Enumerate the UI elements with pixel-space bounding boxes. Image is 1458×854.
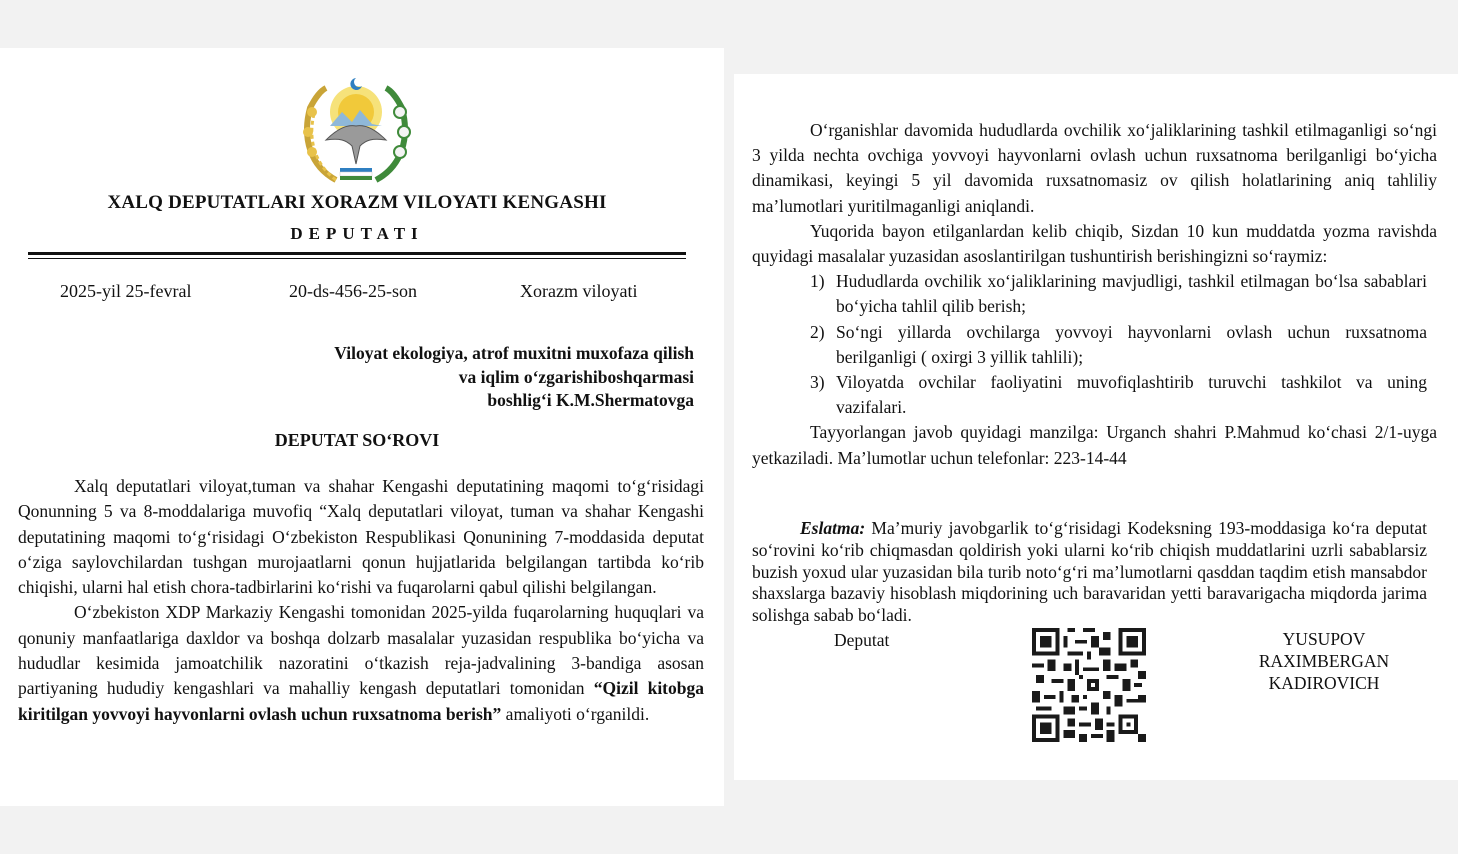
note-text: Maʼmuriy javobgarlik toʻgʻrisidagi Kodeksning 193-moddasiga koʻra deputat soʻrovini koʻrib chiqmasdan qoldirish yoki ularni koʻrib chiqish muddatlarini uzrli sabablarsiz buzish yoxud ular yuzasidan bila turib notoʻgʻri maʼlumotlarni qasddan taqdim etish mansabdor shaxslarga bazaviy hisoblash miqdorining uch baravaridan yetti baravarigacha miqdorda jarima solishga sabab boʻladi. — [752, 518, 1428, 626]
list-item-number: 2) — [810, 321, 825, 342]
document-number: 20-ds-456-25-son — [289, 281, 417, 301]
state-emblem-icon — [296, 68, 416, 188]
paragraph — [18, 600, 704, 726]
paragraph: Oʻrganishlar davomida hududlarda ovchilik xoʻjaliklarining tashkil etilmaganligi soʻngi 3 yilda nechta ovchiga yovvoyi hayvonlarni ovlash uchun ruxsatnoma berilganligi boʻyicha dinamikasi, keyingi 5 yil davomida ruxsatnomasiz ov qilish holatlarining aniq tahliliy maʼlumotlari yuritilmaganligi aniqlandi. — [752, 120, 1437, 216]
signer-name-line: KADIROVICH — [1268, 673, 1380, 693]
header-rule-thin — [28, 258, 686, 259]
document-body-page-1 — [18, 474, 704, 727]
signer-name — [1234, 628, 1414, 694]
document-page-2 — [734, 74, 1458, 780]
list-item-text: Hududlarda ovchilik xoʻjaliklarining mavjudligi, tashkil etilmagan boʻlsa sabablari boʻyicha tahlil qilib berish; — [836, 271, 1427, 317]
document-page-1 — [0, 48, 724, 806]
list-item-number: 1) — [810, 271, 825, 292]
note-block — [752, 518, 1427, 627]
qr-code-icon — [1032, 628, 1146, 742]
note-label: Eslatma: — [800, 518, 866, 538]
paragraph-text: amaliyoti oʻrganildi. — [505, 703, 650, 724]
addressee-block — [234, 342, 694, 413]
list-item-text: Soʻngi yillarda ovchilarga yovvoyi hayvonlarni ovlash uchun ruxsatnoma berilganligi ( oxirgi 3 yillik tahlili); — [836, 321, 1427, 367]
document-body-page-2 — [752, 118, 1437, 471]
organization-subtitle: DEPUTATI — [290, 224, 424, 243]
paragraph: Tayyorlangan javob quyidagi manzilga: Urganch shahri P.Mahmud koʻchasi 2/1-uyga yetkaziladi. Maʼlumotlar uchun telefonlar: 223-14-44 — [752, 422, 1437, 468]
signer-name-line: YUSUPOV — [1282, 629, 1366, 649]
organization-title: XALQ DEPUTATLARI XORAZM VILOYATI KENGASHI — [107, 192, 607, 213]
addressee-line: va iqlim oʻzgarishiboshqarmasi — [458, 366, 694, 387]
list-item-text: Viloyatda ovchilar faoliyatini muvofiqlashtirib turuvchi tashkilot va uning vazifalari. — [836, 372, 1427, 418]
paragraph-text: Oʻzbekiston XDP Markaziy Kengashi tomonidan 2025-yilda fuqarolarning huquqlari va qonuniy manfaatlariga daxldor va boshqa dolzarb masalalar yuzasidan respublika boʻyicha va hududlar kesimida jamoatchilik nazoratini oʻtkazish reja-jadvalining 3-bandiga asosan partiyaning hududiy kengashlari va mahalliy kengash deputatlari tomonidan — [18, 602, 704, 699]
document-place: Xorazm viloyati — [520, 281, 638, 301]
document-title: DEPUTAT SOʻROVI — [274, 430, 440, 450]
paragraph: Yuqorida bayon etilganlardan kelib chiqib, Sizdan 10 kun muddatda yozma ravishda quyidagi masalalar yuzasidan asoslantirilgan tushuntirish berishingizni soʻraymiz: — [752, 220, 1437, 267]
paragraph: Xalq deputatlari viloyat,tuman va shahar Kengashi deputatining maqomi toʻgʻrisidagi Qonunning 5 va 8-moddalariga muvofiq “Xalq deputatlari viloyat, tuman va shahar Kengashi deputatining maqomi toʻgʻrisidagi Oʻzbekiston Respublikasi Qonunining 7-moddasida deputat oʻziga saylovchilardan tushgan murojaatlarni qonun hujjatlarida belgilangan tartibda koʻrib chiqishi, ularni hal etish chora-tadbirlarini koʻrishi va fuqarolarni qabul qilishi belgilangan. — [18, 476, 704, 598]
document-date: 2025-yil 25-fevral — [60, 281, 192, 301]
list-item-number: 3) — [810, 372, 825, 393]
list-item — [752, 320, 1437, 370]
paragraph-bold-text: “Qizil kitobga kiritilgan yovvoyi hayvonlarni ovlash uchun ruxsatnoma berish” — [18, 678, 704, 724]
request-list — [752, 269, 1437, 420]
header-rule-thick — [28, 252, 686, 255]
addressee-line: boshligʻi K.M.Shermatovga — [487, 390, 694, 410]
signer-name-line: RAXIMBERGAN — [1258, 651, 1390, 671]
list-item — [752, 269, 1437, 319]
list-item — [752, 370, 1437, 420]
signer-role: Deputat — [834, 630, 890, 650]
addressee-line: Viloyat ekologiya, atrof muxitni muxofaza qilish — [334, 343, 694, 363]
